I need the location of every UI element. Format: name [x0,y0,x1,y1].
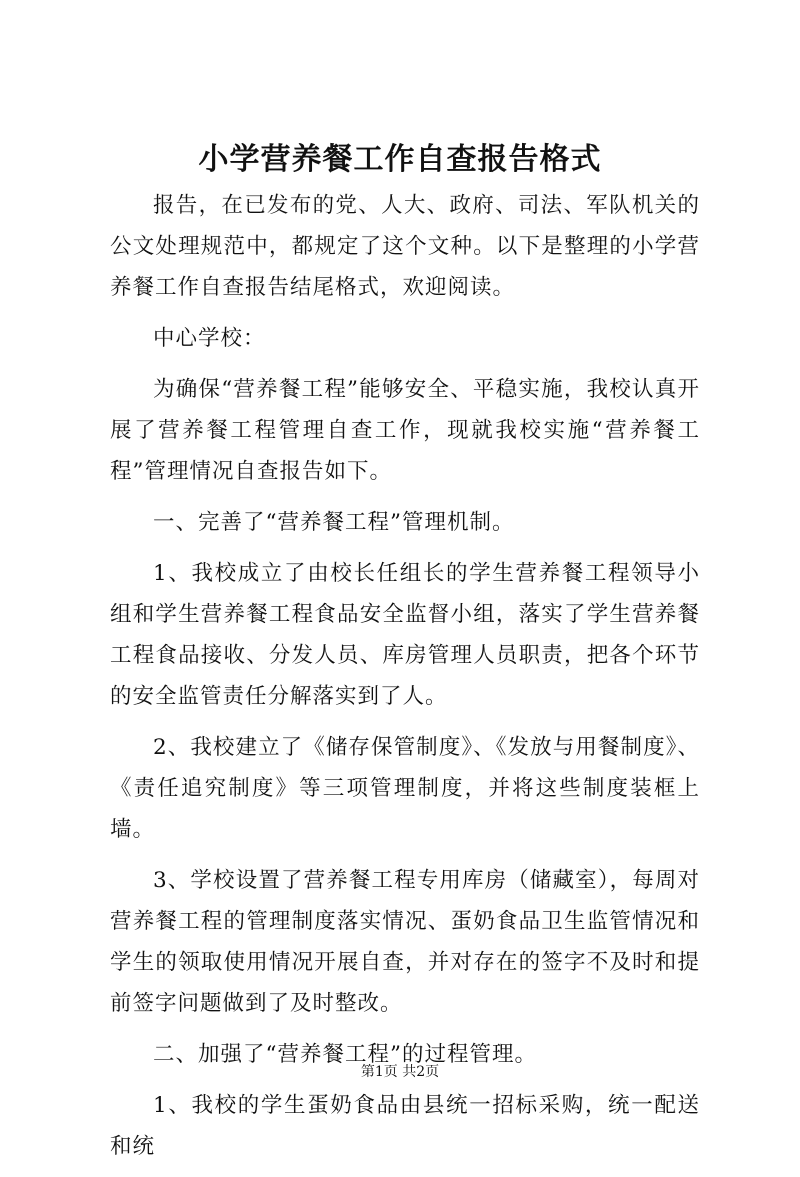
page-footer: 第1页 共2页 [360,1064,440,1080]
paragraph-purpose: 为确保“营养餐工程”能够安全、平稳实施，我校认真开展了营养餐工程管理自查工作，现就我校实施“营养餐工程”管理情况自查报告如下。 [110,377,700,484]
section-heading-2: 二、加强了“营养餐工程”的过程管理。 [153,1042,537,1067]
paragraph-item-2-1: 1、我校的学生蛋奶食品由县统一招标采购，统一配送和统 [110,1093,700,1159]
document-title: 小学营养餐工作自查报告格式 [198,142,602,177]
paragraph-item-1-3: 3、学校设置了营养餐工程专用库房（储藏室），每周对营养餐工程的管理制度落实情况、蛋奶食品卫生监管情况和学生的领取使用情况开展自查，并对存在的签字不及时和提前签字问题做到了及时整改。 [110,868,700,1016]
paragraph-item-1-1: 1、我校成立了由校长任组长的学生营养餐工程领导小组和学生营养餐工程食品安全监督小组，落实了学生营养餐工程食品接收、分发人员、库房管理人员职责，把各个环节的安全监管责任分解落实到了人。 [110,561,700,709]
section-heading-1: 一、完善了“营养餐工程”管理机制。 [153,510,515,535]
paragraph-item-1-2: 2、我校建立了《储存保管制度》、《发放与用餐制度》、《责任追究制度》等三项管理制度，并将这些制度装框上墙。 [110,735,700,842]
document-body [110,185,700,1177]
paragraph-intro: 报告，在已发布的党、人大、政府、司法、军队机关的公文处理规范中，都规定了这个文种。以下是整理的小学营养餐工作自查报告结尾格式，欢迎阅读。 [110,193,700,300]
paragraph-salutation: 中心学校： [153,326,266,351]
